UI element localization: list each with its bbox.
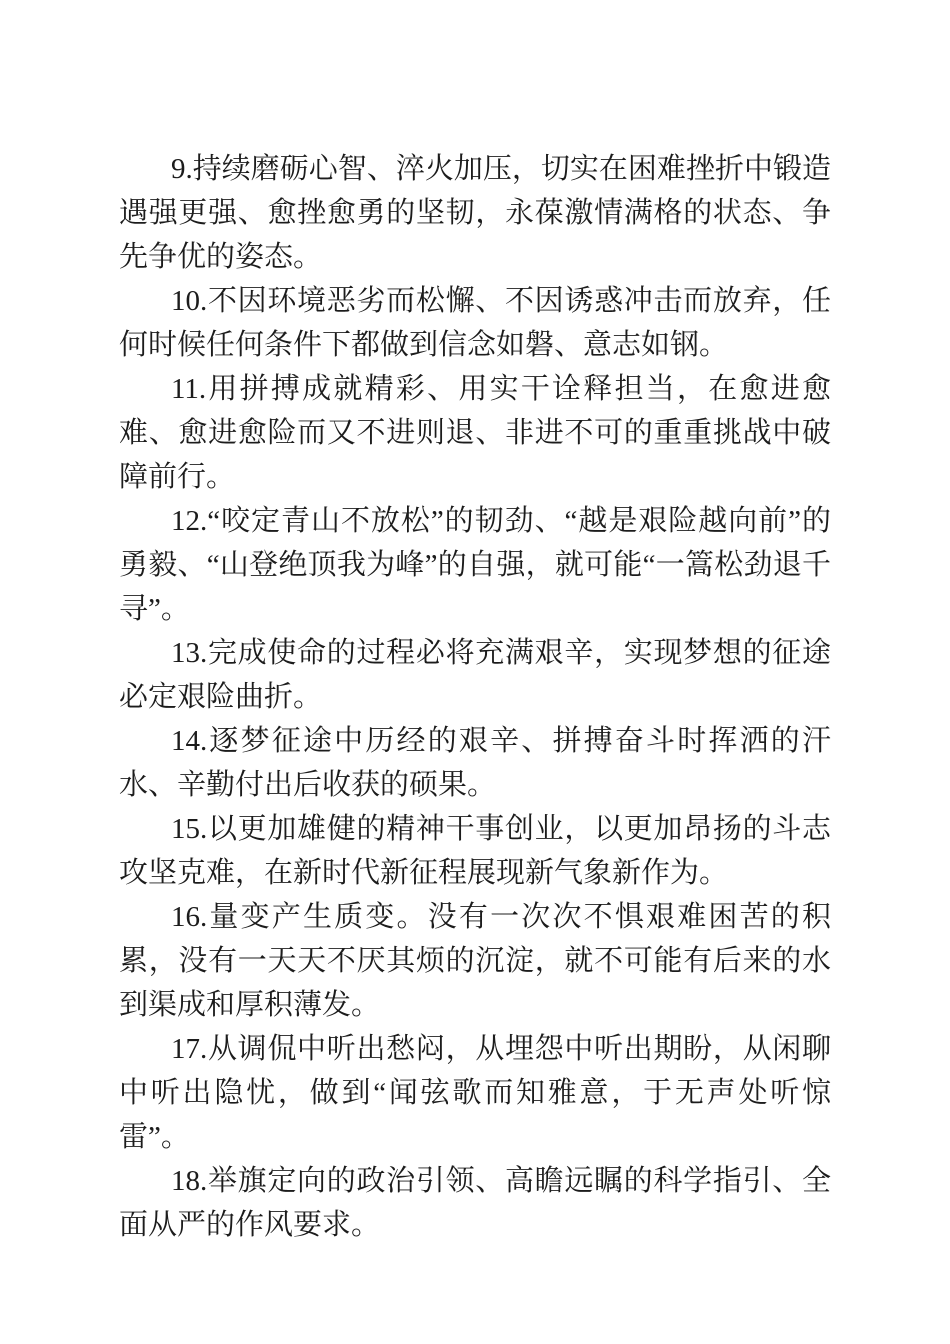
paragraph-item-9: 9.持续磨砺心智、淬火加压，切实在困难挫折中锻造遇强更强、愈挫愈勇的坚韧，永葆激情满格的状态、争先争优的姿态。	[119, 153, 831, 273]
paragraph-item-12: 12.“咬定青山不放松”的韧劲、“越是艰险越向前”的勇毅、“山登绝顶我为峰”的自强，就可能“一篙松劲退千寻”。	[119, 505, 831, 625]
paragraph-item-10: 10.不因环境恶劣而松懈、不因诱惑冲击而放弃，任何时候任何条件下都做到信念如磐、意志如钢。	[119, 285, 831, 361]
paragraph-item-15: 15.以更加雄健的精神干事创业，以更加昂扬的斗志攻坚克难，在新时代新征程展现新气象新作为。	[119, 813, 831, 889]
paragraph-item-16: 16.量变产生质变。没有一次次不惧艰难困苦的积累，没有一天天不厌其烦的沉淀，就不可能有后来的水到渠成和厚积薄发。	[119, 901, 831, 1021]
paragraph-item-17: 17.从调侃中听出愁闷，从埋怨中听出期盼，从闲聊中听出隐忧，做到“闻弦歌而知雅意，于无声处听惊雷”。	[119, 1033, 831, 1153]
paragraph-item-14: 14.逐梦征途中历经的艰辛、拼搏奋斗时挥洒的汗水、辛勤付出后收获的硕果。	[119, 725, 831, 801]
paragraph-item-18: 18.举旗定向的政治引领、高瞻远瞩的科学指引、全面从严的作风要求。	[119, 1165, 831, 1241]
paragraph-item-11: 11.用拼搏成就精彩、用实干诠释担当，在愈进愈难、愈进愈险而又不进则退、非进不可的重重挑战中破障前行。	[119, 373, 831, 493]
document-text-block	[119, 147, 831, 1247]
paragraph-item-13: 13.完成使命的过程必将充满艰辛，实现梦想的征途必定艰险曲折。	[119, 637, 831, 713]
